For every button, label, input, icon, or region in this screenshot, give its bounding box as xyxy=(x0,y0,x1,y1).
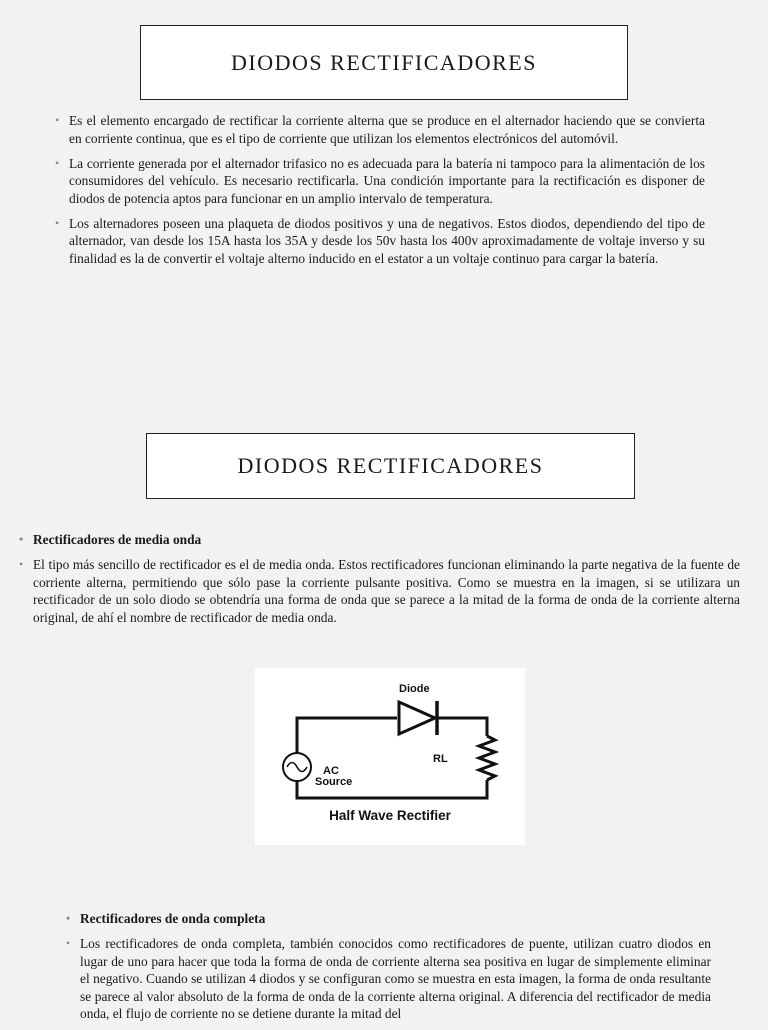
resistor-symbol xyxy=(479,736,495,780)
wire-top-left xyxy=(297,718,397,754)
slide-1-title: DIODOS RECTIFICADORES xyxy=(231,49,537,75)
half-wave-text: • El tipo más sencillo de rectificador es el de media onda. Estos rectificadores funcionan eliminando la parte negativa de la fuente de corriente alterna, permitiendo que sólo pase la corriente pulsante positiva. Como se muestra en la imagen, si se utilizara un rectificador de un solo diodo se obtendría una forma de onda que se parece a la mitad de la forma de onda de la corriente alterna original, de ahí el nombre de rectificador de media onda. xyxy=(33,556,740,626)
bullet-item: • Los alternadores poseen una plaqueta de diodos positivos y una de negativos. Estos diodos, dependiendo del tipo de alternador, van desde los 15A hasta los 35A y desde los 50v hasta los 400v aproximadamente de voltaje inverso y su finalidad es la de convertir el voltaje alterno inducido en el estator a un voltaje continuo para cargar la batería. xyxy=(69,215,705,268)
wire-top-right xyxy=(445,718,487,736)
half-wave-heading: • Rectificadores de media onda xyxy=(33,531,740,549)
full-wave-bullet-list xyxy=(80,910,711,1030)
slide-2 xyxy=(0,400,768,1024)
ac-label: AC xyxy=(323,765,339,777)
half-wave-rectifier-figure xyxy=(255,668,525,845)
slide-1-title-box xyxy=(140,25,628,100)
figure-caption: Half Wave Rectifier xyxy=(329,808,451,823)
bullet-item: • Es el elemento encargado de rectificar la corriente alterna que se produce en el alternador haciendo que se convierta en corriente continua, que es el tipo de corriente que utilizan los elementos electrónicos del automóvil. xyxy=(69,112,705,147)
half-wave-rectifier-diagram xyxy=(255,668,525,845)
source-label: Source xyxy=(315,776,353,788)
slide-1-bullet-list xyxy=(69,112,705,275)
rl-label: RL xyxy=(433,753,448,765)
full-wave-heading: • Rectificadores de onda completa xyxy=(80,910,711,928)
full-wave-text: • Los rectificadores de onda completa, también conocidos como rectificadores de puente, utilizan cuatro diodos en lugar de uno para hacer que toda la forma de onda de corriente alterna sea positiva en lugar de simplemente eliminar el negativo. Cuando se utilizan 4 diodos y se configuran como se muestra en esta imagen, la forma de onda resultante se parece al valor absoluto de la forma de onda de la corriente alterna original. A diferencia del rectificador de media onda, el flujo de corriente no se detiene durante la mitad del xyxy=(80,935,711,1023)
diode-symbol xyxy=(399,702,435,734)
slide-1 xyxy=(0,0,768,400)
slide-2-title-box xyxy=(146,433,635,499)
half-wave-bullet-list xyxy=(33,531,740,634)
diode-label: Diode xyxy=(399,683,430,695)
slide-2-title: DIODOS RECTIFICADORES xyxy=(237,453,544,478)
bullet-item: • La corriente generada por el alternador trifasico no es adecuada para la batería ni tampoco para la alimentación de los consumidores del vehículo. Es necesario rectificarla. Una condición importante para la rectificación es disponer de diodos de potencia aptos para funcionar en un amplio intervalo de temperatura. xyxy=(69,155,705,208)
